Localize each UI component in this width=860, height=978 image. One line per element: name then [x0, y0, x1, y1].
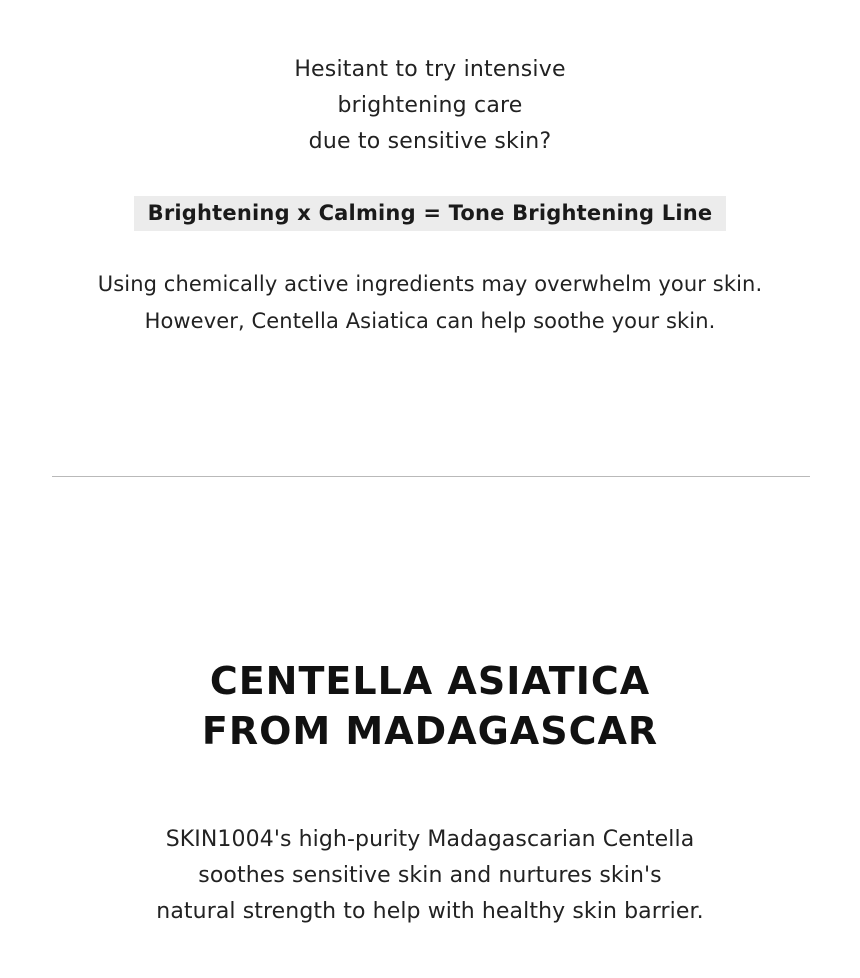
- heading-line: CENTELLA ASIATICA: [209, 659, 651, 703]
- section-description: [0, 822, 860, 930]
- highlight-banner: [0, 196, 860, 231]
- explanation-line: However, Centella Asiatica can help soothe your skin.: [144, 309, 716, 333]
- description-line: soothes sensitive skin and nurtures skin's: [198, 863, 662, 888]
- heading-line: FROM MADAGASCAR: [201, 709, 659, 753]
- intro-line: due to sensitive skin?: [308, 129, 552, 154]
- intro-question: [0, 52, 860, 160]
- section-divider: [52, 476, 810, 477]
- explanation-text: [0, 266, 860, 340]
- highlight-text: Brightening x Calming = Tone Brightening Line: [134, 196, 727, 231]
- intro-line: brightening care: [337, 93, 523, 118]
- intro-line: Hesitant to try intensive: [294, 57, 566, 82]
- section-heading: [0, 656, 860, 756]
- description-line: natural strength to help with healthy skin barrier.: [156, 899, 704, 924]
- explanation-line: Using chemically active ingredients may overwhelm your skin.: [97, 272, 763, 296]
- description-line: SKIN1004's high-purity Madagascarian Centella: [165, 827, 695, 852]
